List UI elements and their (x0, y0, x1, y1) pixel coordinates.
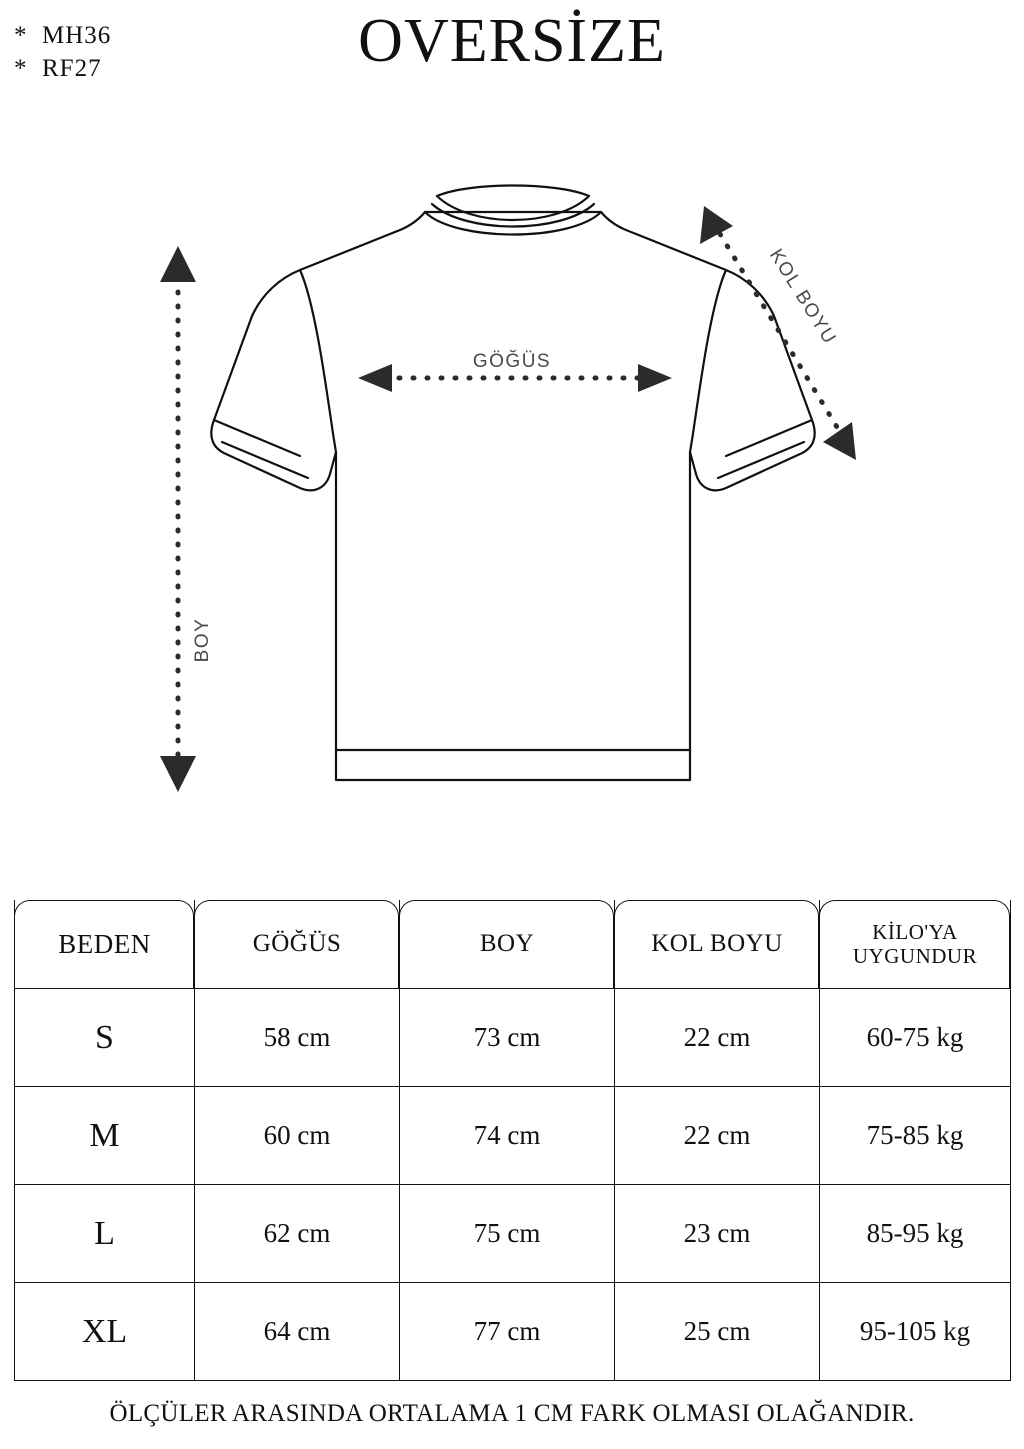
cell-chest: 60 cm (195, 1087, 400, 1185)
table-row (15, 1185, 1011, 1283)
cell-size: L (15, 1185, 195, 1283)
chest-label: GÖĞÜS (472, 351, 552, 372)
column-header-sleeve: KOL BOYU (615, 900, 820, 989)
cell-weight: 75-85 kg (820, 1087, 1011, 1185)
tshirt-diagram (0, 170, 1024, 870)
cell-size: XL (15, 1283, 195, 1381)
cell-chest: 58 cm (195, 989, 400, 1087)
table-header-row (15, 900, 1011, 989)
cell-sleeve: 22 cm (615, 1087, 820, 1185)
size-table (14, 900, 1011, 1381)
cell-length: 77 cm (400, 1283, 615, 1381)
column-header-size: BEDEN (15, 900, 195, 989)
cell-chest: 62 cm (195, 1185, 400, 1283)
product-code-2: * RF27 (14, 54, 102, 82)
cell-chest: 64 cm (195, 1283, 400, 1381)
table-row (15, 1283, 1011, 1381)
cell-size: S (15, 989, 195, 1087)
cell-size: M (15, 1087, 195, 1185)
column-header-chest: GÖĞÜS (195, 900, 400, 989)
footnote: ÖLÇÜLER ARASINDA ORTALAMA 1 CM FARK OLMASI OLAĞANDIR. (109, 1400, 915, 1427)
product-code-1: * MH36 (14, 22, 112, 49)
cell-weight: 95-105 kg (820, 1283, 1011, 1381)
length-label: BOY (192, 617, 213, 663)
table-row (15, 989, 1011, 1087)
column-header-weight (820, 900, 1011, 989)
cell-length: 75 cm (400, 1185, 615, 1283)
cell-length: 73 cm (400, 989, 615, 1087)
sleeve-label: KOL BOYU (765, 245, 841, 349)
cell-length: 74 cm (400, 1087, 615, 1185)
length-measure-arrow (160, 246, 196, 792)
column-header-weight-line2: UYGUNDUR (852, 944, 978, 968)
column-header-weight-line1: KİLO'YA (872, 919, 958, 944)
column-header-length: BOY (400, 900, 615, 989)
cell-sleeve: 23 cm (615, 1185, 820, 1283)
page-title: OVERSİZE (358, 7, 666, 75)
cell-sleeve: 25 cm (615, 1283, 820, 1381)
cell-weight: 85-95 kg (820, 1185, 1011, 1283)
size-table-wrapper (14, 900, 1010, 1381)
cell-sleeve: 22 cm (615, 989, 820, 1087)
table-row (15, 1087, 1011, 1185)
cell-weight: 60-75 kg (820, 989, 1011, 1087)
